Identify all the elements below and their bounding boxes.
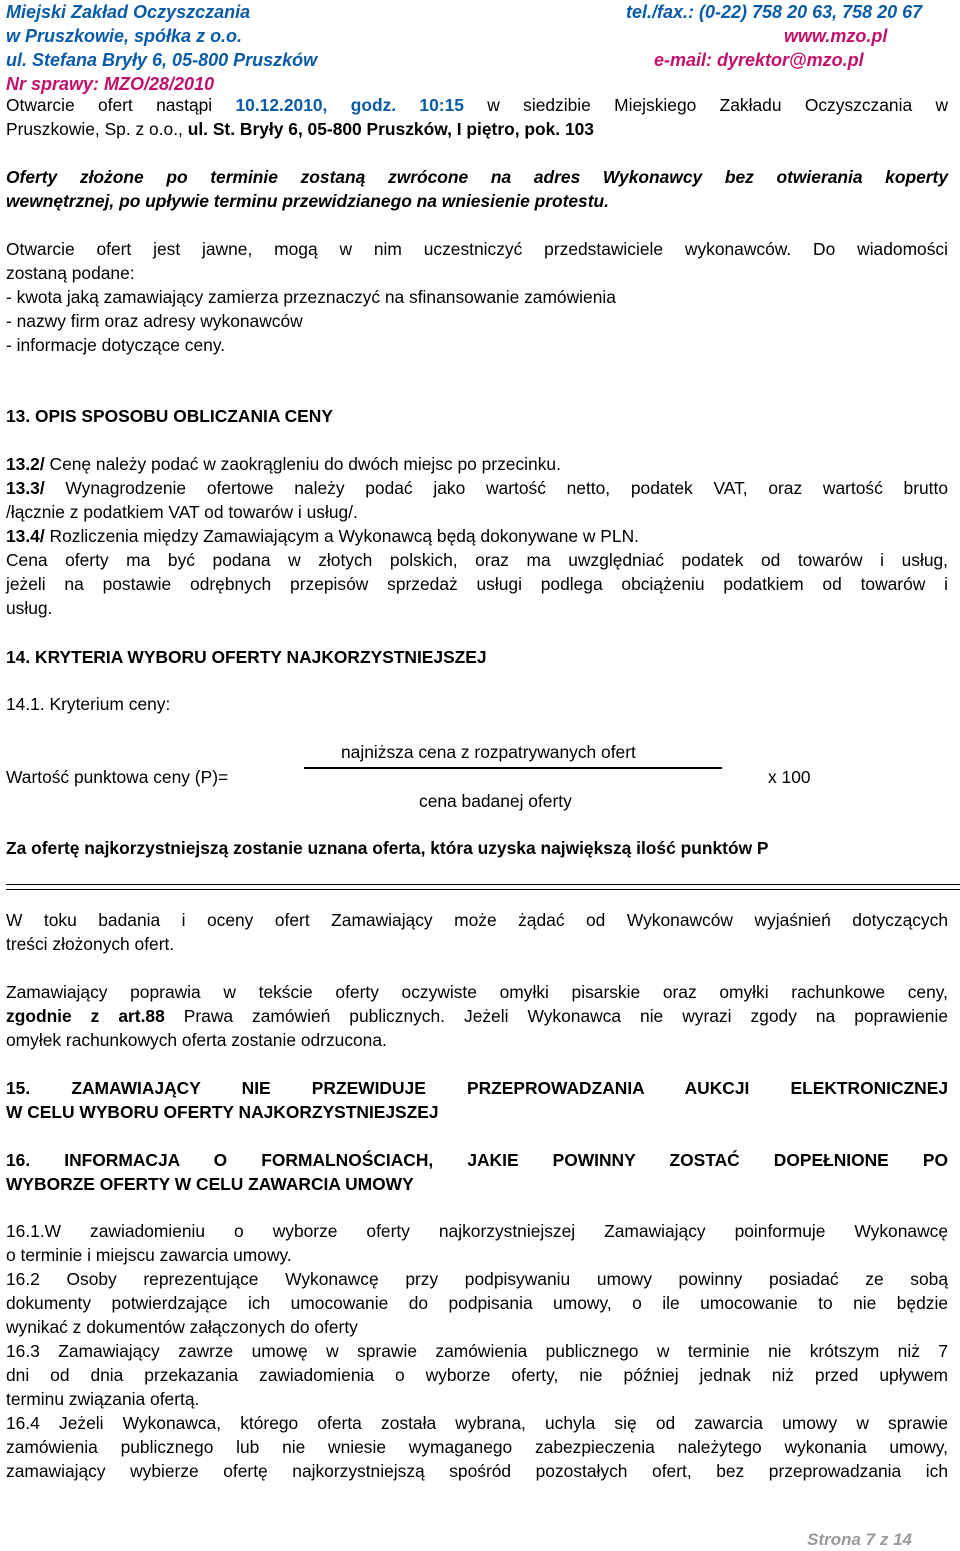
letterhead-right [626, 0, 954, 72]
public-opening-line-1: Otwarcie ofert jest jawne, mogą w nim uczestniczyć przedstawiciele wykonawców. Do wiadomości [6, 239, 948, 259]
opening-address: ul. St. Bryły 6, 05-800 Pruszków, I piętro, pok. 103 [187, 119, 594, 139]
email-link[interactable]: e-mail: dyrektor@mzo.pl [654, 50, 864, 70]
s16-1-line-2: o terminie i miejscu zawarcia umowy. [6, 1245, 292, 1265]
formula-denominator: cena badanej oferty [419, 791, 572, 811]
s13-2-text: Cenę należy podać w zaokrągleniu do dwóch miejsc po przecinku. [44, 454, 561, 474]
correction-line-2 [6, 1005, 948, 1028]
org-name: Miejski Zakład Oczyszczania [6, 2, 251, 22]
s13-3-number: 13.3/ [6, 478, 45, 498]
list-item: - nazwy firm oraz adresy wykonawców [6, 311, 303, 331]
s16-2-line-3: wynikać z dokumentów załączonych do oferty [6, 1317, 358, 1337]
late-offers-line-2: wewnętrznej, po upływie terminu przewidzianego na wniesienie protestu. [6, 191, 609, 211]
document-page [6, 0, 949, 1481]
criterion-subheading: 14.1. Kryterium ceny: [6, 694, 171, 714]
list-item: - informacje dotyczące ceny. [6, 335, 226, 355]
opening-line-1 [6, 94, 948, 117]
public-opening-line-2: zostaną podane: [6, 263, 135, 283]
fraction-bar [304, 767, 722, 769]
s13-2-number: 13.2/ [6, 454, 45, 474]
phone-fax: tel./fax.: (0-22) 758 20 63, 758 20 67 [626, 2, 923, 22]
list-item: - kwota jaką zamawiający zamierza przeznaczyć na sfinansowanie zamówienia [6, 287, 616, 307]
s13-4-number: 13.4/ [6, 526, 45, 546]
price-paragraph-line-1: Cena oferty ma być podana w złotych polskich, oraz ma uwzględniać podatek od towarów i usług, [6, 550, 948, 570]
correction-text: Prawa zamówień publicznych. Jeżeli Wykonawca nie wyrazi zgody na poprawienie [164, 1006, 948, 1026]
opening-place: w siedzibie Miejskiego Zakładu Oczyszczania w [463, 95, 949, 115]
section-14-heading: 14. KRYTERIA WYBORU OFERTY NAJKORZYSTNIEJSZEJ [6, 647, 487, 667]
divider [6, 884, 960, 885]
section-15-heading-line-1: 15. ZAMAWIAJĄCY NIE PRZEWIDUJE PRZEPROWADZANIA AUKCJI ELEKTRONICZNEJ [6, 1078, 948, 1098]
clarification-line-2: treści złożonych ofert. [6, 934, 175, 954]
s13-2 [6, 453, 561, 476]
formula-multiplier: x 100 [768, 767, 811, 787]
s13-4-text: Rozliczenia między Zamawiającym a Wykonawcą będą dokonywane w PLN. [44, 526, 639, 546]
s16-4-line-1: 16.4 Jeżeli Wykonawca, którego oferta została wybrana, uchyla się od zawarcia umowy w sprawie [6, 1413, 948, 1433]
price-paragraph-line-2: jeżeli na postawie odrębnych przepisów sprzedaż usługi podlega obciążeniu podatkiem od towarów i [6, 574, 948, 594]
opening-line-2 [6, 118, 594, 141]
formula-lhs: Wartość punktowa ceny (P)= [6, 767, 229, 787]
clarification-line-1: W toku badania i oceny ofert Zamawiający może żądać od Wykonawców wyjaśnień dotyczących [6, 910, 948, 930]
correction-line-1: Zamawiający poprawia w tekście oferty oczywiste omyłki pisarskie oraz omyłki rachunkowe ceny, [6, 982, 948, 1002]
divider [6, 889, 960, 890]
s16-4-line-2: zamówienia publicznego lub nie wniesie wymaganego zabezpieczenia należytego wykonania umowy, [6, 1437, 948, 1457]
section-16-heading-line-1: 16. INFORMACJA O FORMALNOŚCIACH, JAKIE POWINNY ZOSTAĆ DOPEŁNIONE PO [6, 1150, 948, 1170]
correction-line-3: omyłek rachunkowych oferta zostanie odrzucona. [6, 1030, 387, 1050]
section-13-heading: 13. OPIS SPOSOBU OBLICZANIA CENY [6, 406, 333, 426]
website-link[interactable]: www.mzo.pl [784, 26, 888, 46]
s13-4 [6, 525, 639, 548]
s16-3-line-2: dni od dnia przekazania zawiadomienia o wyborze oferty, nie później jednak niż przed upływem [6, 1365, 948, 1385]
letterhead-left [6, 0, 317, 96]
letterhead [6, 0, 948, 94]
section-16-heading-line-2: WYBORZE OFERTY W CELU ZAWARCIA UMOWY [6, 1174, 414, 1194]
opening-text: Otwarcie ofert nastąpi [6, 95, 236, 115]
case-number: Nr sprawy: MZO/28/2010 [6, 74, 215, 94]
formula-numerator: najniższa cena z rozpatrywanych ofert [341, 742, 636, 762]
s16-1-line-1: 16.1.W zawiadomieniu o wyborze oferty najkorzystniejszej Zamawiający poinformuje Wykonawcę [6, 1221, 948, 1241]
opening-place-cont: Pruszkowie, Sp. z o.o., [6, 119, 188, 139]
s16-3-line-3: terminu związania ofertą. [6, 1389, 200, 1409]
s13-3-line-2: /łącznie z podatkiem VAT od towarów i usług/. [6, 502, 358, 522]
price-paragraph-line-3: usług. [6, 598, 53, 618]
winning-offer-statement: Za ofertę najkorzystniejszą zostanie uznana oferta, która uzyska największą ilość punktów P [6, 838, 769, 858]
s13-3-line-1 [6, 477, 948, 500]
opening-datetime: 10.12.2010, godz. 10:15 [235, 95, 464, 115]
s16-3-line-1: 16.3 Zamawiający zawrze umowę w sprawie zamówienia publicznego w terminie nie krótszym niż 7 [6, 1341, 948, 1361]
org-address: ul. Stefana Bryły 6, 05-800 Pruszków [6, 50, 318, 70]
s16-4-line-3: zamawiający wybierze ofertę najkorzystniejszą spośród pozostałych ofert, bez przeprowadzania ich [6, 1461, 948, 1481]
section-15-heading-line-2: W CELU WYBORU OFERTY NAJKORZYSTNIEJSZEJ [6, 1102, 439, 1122]
article-reference: zgodnie z art.88 [6, 1006, 165, 1026]
s16-2-line-2: dokumenty potwierdzające ich umocowanie do podpisania umowy, o ile umocowanie to nie będzie [6, 1293, 948, 1313]
s13-3-text: Wynagrodzenie ofertowe należy podać jako wartość netto, podatek VAT, oraz wartość brutto [44, 478, 948, 498]
late-offers-line-1: Oferty złożone po terminie zostaną zwrócone na adres Wykonawcy bez otwierania koperty [6, 167, 948, 187]
org-legal-form: w Pruszkowie, spółka z o.o. [6, 26, 243, 46]
s16-2-line-1: 16.2 Osoby reprezentujące Wykonawcę przy podpisywaniu umowy powinny posiadać ze sobą [6, 1269, 948, 1289]
page-number: Strona 7 z 14 [807, 1530, 912, 1549]
